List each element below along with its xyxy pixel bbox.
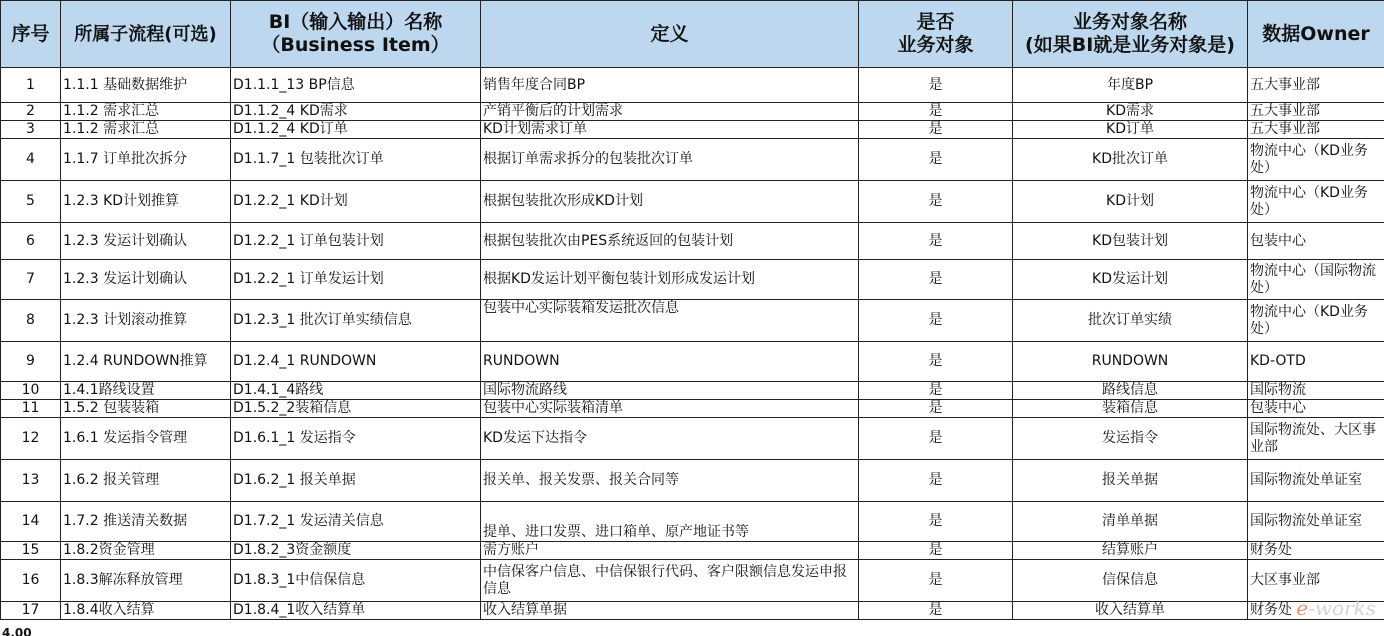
cell-is-object: 是 xyxy=(859,602,1013,620)
cell-definition: 根据KD发运计划平衡包装计划形成发运计划 xyxy=(481,260,859,300)
cell-bi: D1.2.3_1 批次订单实绩信息 xyxy=(231,300,481,342)
cell-subflow: 1.1.2 需求汇总 xyxy=(61,103,231,121)
header-is-object xyxy=(859,1,1013,68)
cell-bi: D1.2.2_1 订单发运计划 xyxy=(231,260,481,300)
cell-bi: D1.8.4_1收入结算单 xyxy=(231,602,481,620)
cell-is-object: 是 xyxy=(859,181,1013,223)
cell-definition: 国际物流路线 xyxy=(481,382,859,400)
cell-owner: 五大事业部 xyxy=(1248,121,1384,139)
cell-is-object: 是 xyxy=(859,223,1013,260)
header-object-name-line1: 业务对象名称 xyxy=(1072,11,1187,33)
cell-is-object: 是 xyxy=(859,460,1013,502)
cell-object-name: KD发运计划 xyxy=(1013,260,1248,300)
table-row xyxy=(1,542,1384,560)
cell-seq: 11 xyxy=(1,400,61,418)
header-seq: 序号 xyxy=(1,1,61,68)
cell-definition: 包装中心实际装箱清单 xyxy=(481,400,859,418)
cell-object-name: KD批次订单 xyxy=(1013,139,1248,181)
cell-is-object: 是 xyxy=(859,68,1013,103)
cell-is-object: 是 xyxy=(859,121,1013,139)
table-body xyxy=(1,68,1384,620)
cell-definition: 根据订单需求拆分的包装批次订单 xyxy=(481,139,859,181)
cell-object-name: 信保信息 xyxy=(1013,560,1248,602)
cell-bi: D1.1.2_4 KD订单 xyxy=(231,121,481,139)
cell-owner: 财务处 xyxy=(1248,542,1384,560)
table-row xyxy=(1,418,1384,460)
table-row xyxy=(1,400,1384,418)
cell-definition: 产销平衡后的计划需求 xyxy=(481,103,859,121)
cell-seq: 7 xyxy=(1,260,61,300)
cell-seq: 12 xyxy=(1,418,61,460)
table-row xyxy=(1,223,1384,260)
cell-is-object: 是 xyxy=(859,382,1013,400)
cell-bi: D1.6.1_1 发运指令 xyxy=(231,418,481,460)
table-row xyxy=(1,602,1384,620)
table-row xyxy=(1,103,1384,121)
cell-seq: 16 xyxy=(1,560,61,602)
cell-subflow: 1.1.7 订单批次拆分 xyxy=(61,139,231,181)
cell-seq: 6 xyxy=(1,223,61,260)
cell-seq: 3 xyxy=(1,121,61,139)
cell-object-name: 年度BP xyxy=(1013,68,1248,103)
cell-object-name: 装箱信息 xyxy=(1013,400,1248,418)
cell-owner: 财务处 xyxy=(1248,602,1384,620)
cell-object-name: 发运指令 xyxy=(1013,418,1248,460)
cell-is-object: 是 xyxy=(859,560,1013,602)
table-row xyxy=(1,121,1384,139)
cell-subflow: 1.4.1路线设置 xyxy=(61,382,231,400)
cell-definition: KD发运下达指令 xyxy=(481,418,859,460)
cell-owner: 国际物流 xyxy=(1248,382,1384,400)
cell-subflow: 1.1.1 基础数据维护 xyxy=(61,68,231,103)
cell-owner: 包装中心 xyxy=(1248,223,1384,260)
cell-object-name: KD计划 xyxy=(1013,181,1248,223)
cell-bi: D1.5.2_2装箱信息 xyxy=(231,400,481,418)
cell-owner: KD-OTD xyxy=(1248,342,1384,382)
header-is-object-line2: 业务对象 xyxy=(897,34,974,56)
table-row xyxy=(1,181,1384,223)
cell-seq: 13 xyxy=(1,460,61,502)
cell-definition: 根据包装批次由PES系统返回的包装计划 xyxy=(481,223,859,260)
table-row xyxy=(1,460,1384,502)
header-object-name-line2: (如果BI就是业务对象是) xyxy=(1025,34,1235,56)
cell-object-name: 路线信息 xyxy=(1013,382,1248,400)
cell-object-name: 批次订单实绩 xyxy=(1013,300,1248,342)
header-is-object-line1: 是否 xyxy=(916,11,955,33)
cell-bi: D1.1.7_1 包装批次订单 xyxy=(231,139,481,181)
cut-off-text: 4.00 xyxy=(2,628,32,636)
cell-bi: D1.8.2_3资金额度 xyxy=(231,542,481,560)
cell-seq: 17 xyxy=(1,602,61,620)
cell-object-name: KD需求 xyxy=(1013,103,1248,121)
cell-is-object: 是 xyxy=(859,139,1013,181)
cell-owner: 大区事业部 xyxy=(1248,560,1384,602)
cell-object-name: 收入结算单 xyxy=(1013,602,1248,620)
cell-object-name: KD包装计划 xyxy=(1013,223,1248,260)
cell-seq: 5 xyxy=(1,181,61,223)
cell-bi: D1.8.3_1中信保信息 xyxy=(231,560,481,602)
cell-bi: D1.2.2_1 订单包装计划 xyxy=(231,223,481,260)
cell-owner: 国际物流处单证室 xyxy=(1248,460,1384,502)
cell-owner: 五大事业部 xyxy=(1248,68,1384,103)
cell-definition: 销售年度合同BP xyxy=(481,68,859,103)
table-row xyxy=(1,139,1384,181)
cell-definition: 需方账户 xyxy=(481,542,859,560)
cell-subflow: 1.8.4收入结算 xyxy=(61,602,231,620)
cell-subflow: 1.1.2 需求汇总 xyxy=(61,121,231,139)
cell-bi: D1.1.1_13 BP信息 xyxy=(231,68,481,103)
cell-owner: 国际物流处单证室 xyxy=(1248,502,1384,542)
cell-subflow: 1.6.2 报关管理 xyxy=(61,460,231,502)
cell-definition: 收入结算单据 xyxy=(481,602,859,620)
cell-definition: 提单、进口发票、进口箱单、原产地证书等 xyxy=(481,502,859,542)
cell-owner: 包装中心 xyxy=(1248,400,1384,418)
cell-is-object: 是 xyxy=(859,103,1013,121)
cell-bi: D1.2.2_1 KD计划 xyxy=(231,181,481,223)
cell-definition: 根据包装批次形成KD计划 xyxy=(481,181,859,223)
table-row xyxy=(1,68,1384,103)
cell-subflow: 1.2.4 RUNDOWN推算 xyxy=(61,342,231,382)
header-object-name xyxy=(1013,1,1248,68)
cell-is-object: 是 xyxy=(859,400,1013,418)
table-row xyxy=(1,260,1384,300)
cell-owner: 物流中心（KD业务处） xyxy=(1248,181,1384,223)
cell-bi: D1.2.4_1 RUNDOWN xyxy=(231,342,481,382)
cell-is-object: 是 xyxy=(859,342,1013,382)
cell-subflow: 1.2.3 发运计划确认 xyxy=(61,260,231,300)
cell-subflow: 1.2.3 KD计划推算 xyxy=(61,181,231,223)
cell-subflow: 1.2.3 计划滚动推算 xyxy=(61,300,231,342)
cell-seq: 4 xyxy=(1,139,61,181)
table-row xyxy=(1,342,1384,382)
cell-is-object: 是 xyxy=(859,502,1013,542)
cell-subflow: 1.2.3 发运计划确认 xyxy=(61,223,231,260)
cell-owner: 物流中心（KD业务处） xyxy=(1248,300,1384,342)
cell-definition: 中信保客户信息、中信保银行代码、客户限额信息发运申报信息 xyxy=(481,560,859,602)
cell-seq: 2 xyxy=(1,103,61,121)
cell-definition: 报关单、报关发票、报关合同等 xyxy=(481,460,859,502)
cell-is-object: 是 xyxy=(859,300,1013,342)
cell-owner: 物流中心（国际物流处） xyxy=(1248,260,1384,300)
cell-seq: 15 xyxy=(1,542,61,560)
header-bi-line1: BI（输入输出）名称 xyxy=(268,11,443,33)
table-row xyxy=(1,560,1384,602)
cell-seq: 8 xyxy=(1,300,61,342)
cell-object-name: 清单单据 xyxy=(1013,502,1248,542)
cell-subflow: 1.8.2资金管理 xyxy=(61,542,231,560)
cell-definition: 包装中心实际装箱发运批次信息 xyxy=(481,300,859,342)
cell-definition: KD计划需求订单 xyxy=(481,121,859,139)
header-bi xyxy=(231,1,481,68)
cell-subflow: 1.8.3解冻释放管理 xyxy=(61,560,231,602)
header-bi-line2: （Business Item） xyxy=(261,34,450,56)
cell-seq: 1 xyxy=(1,68,61,103)
table-row xyxy=(1,300,1384,342)
cell-object-name: 报关单据 xyxy=(1013,460,1248,502)
cell-bi: D1.1.2_4 KD需求 xyxy=(231,103,481,121)
cell-object-name: RUNDOWN xyxy=(1013,342,1248,382)
cell-subflow: 1.6.1 发运指令管理 xyxy=(61,418,231,460)
cell-seq: 10 xyxy=(1,382,61,400)
cell-seq: 14 xyxy=(1,502,61,542)
header-row xyxy=(1,1,1384,68)
cell-bi: D1.6.2_1 报关单据 xyxy=(231,460,481,502)
cell-subflow: 1.5.2 包装装箱 xyxy=(61,400,231,418)
cell-is-object: 是 xyxy=(859,260,1013,300)
cell-object-name: KD订单 xyxy=(1013,121,1248,139)
header-owner: 数据Owner xyxy=(1248,1,1384,68)
cell-is-object: 是 xyxy=(859,542,1013,560)
cell-owner: 物流中心（KD业务处） xyxy=(1248,139,1384,181)
cell-bi: D1.4.1_4路线 xyxy=(231,382,481,400)
cell-owner: 国际物流处、大区事业部 xyxy=(1248,418,1384,460)
cell-object-name: 结算账户 xyxy=(1013,542,1248,560)
eworks-watermark-logo: e-works xyxy=(1296,596,1376,620)
cell-subflow: 1.7.2 推送清关数据 xyxy=(61,502,231,542)
cell-is-object: 是 xyxy=(859,418,1013,460)
table-row xyxy=(1,502,1384,542)
cell-seq: 9 xyxy=(1,342,61,382)
table-row xyxy=(1,382,1384,400)
header-subflow: 所属子流程(可选) xyxy=(61,1,231,68)
cell-bi: D1.7.2_1 发运清关信息 xyxy=(231,502,481,542)
cell-owner: 五大事业部 xyxy=(1248,103,1384,121)
cell-definition: RUNDOWN xyxy=(481,342,859,382)
header-definition: 定义 xyxy=(481,1,859,68)
